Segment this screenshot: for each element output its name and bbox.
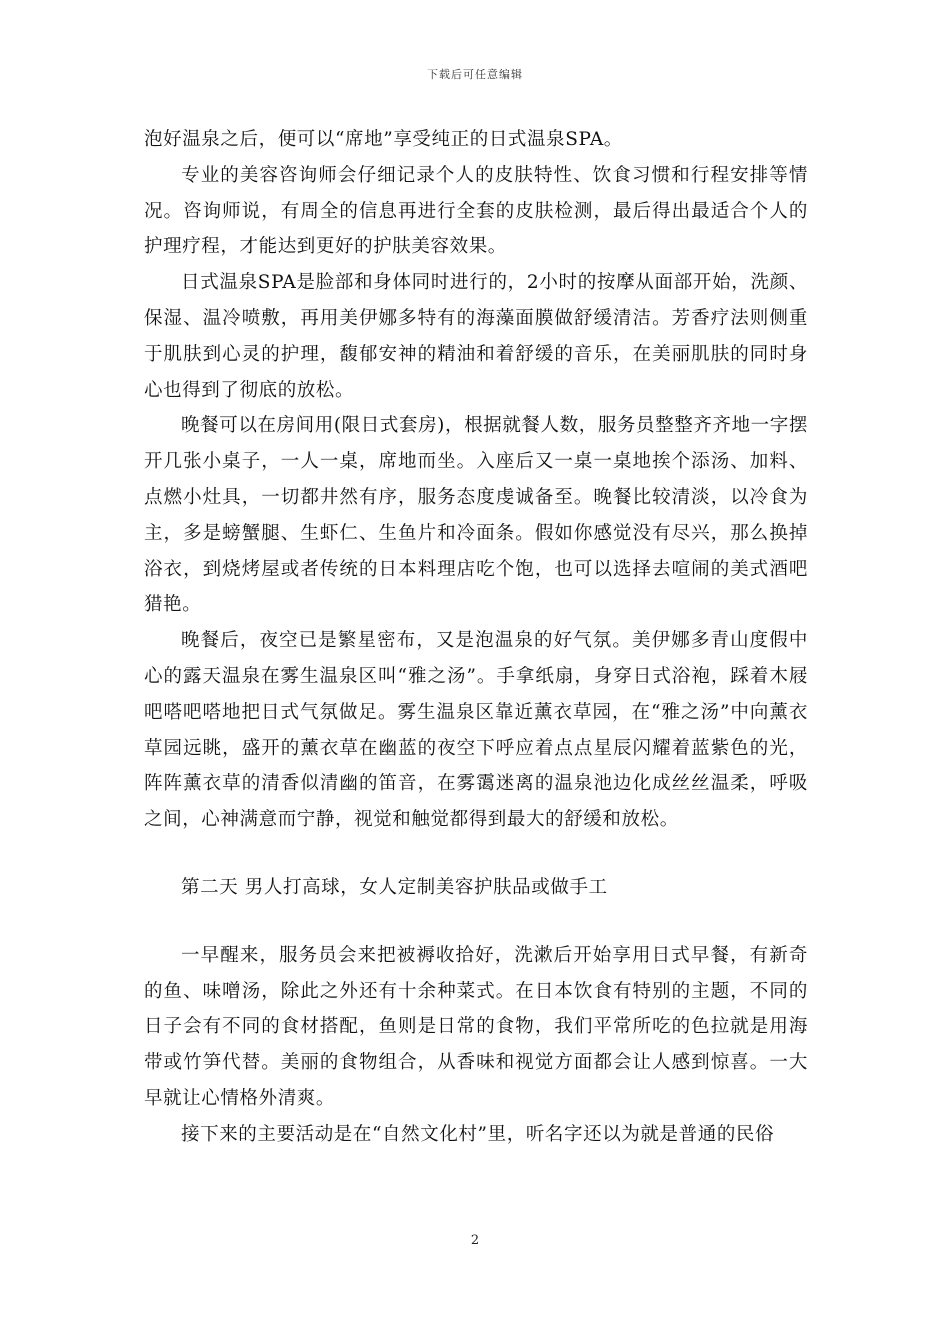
paragraph-night-onsen: 晚餐后，夜空已是繁星密布，又是泡温泉的好气氛。美伊娜多青山度假中心的露天温泉在雾生温泉区叫“雅之汤”。手拿纸扇，身穿日式浴袍，踩着木屐吧嗒吧嗒地把日式气氛做足。雾生温泉区靠近薰衣草园，在“雅之汤”中向薰衣草园远眺，盛开的薰衣草在幽蓝的夜空下呼应着点点星辰闪耀着蓝紫色的光，阵阵薰衣草的清香似清幽的笛音，在雾霭迷离的温泉池边化成丝丝温柔，呼吸之间，心神满意而宁静，视觉和触觉都得到最大的舒缓和放松。 [144,630,808,831]
document-body [144,122,808,1153]
paragraph-breakfast: 一早醒来，服务员会来把被褥收拾好，洗漱后开始享用日式早餐，有新奇的鱼、味噌汤，除此之外还有十余种菜式。在日本饮食有特别的主题，不同的日子会有不同的食材搭配，鱼则是日常的食物，我们平常所吃的色拉就是用海带或竹笋代替。美丽的食物组合，从香味和视觉方面都会让人感到惊喜。一大早就让心情格外清爽。 [144,944,808,1109]
page-header: 下载后可任意编辑 [427,68,523,81]
paragraph-dinner: 晚餐可以在房间用(限日式套房)，根据就餐人数，服务员整整齐齐地一字摆开几张小桌子，一人一桌，席地而坐。入座后又一桌一桌地挨个添汤、加料、点燃小灶具，一切都井然有序，服务态度虔诚备至。晚餐比较清淡，以冷食为主，多是螃蟹腿、生虾仁、生鱼片和冷面条。假如你感觉没有尽兴，那么换掉浴衣，到烧烤屋或者传统的日本料理店吃个饱，也可以选择去喧闹的美式酒吧猎艳。 [144,415,808,616]
section-heading-day-two: 第二天 男人打高球，女人定制美容护肤品或做手工 [181,876,608,898]
page-number: 2 [470,1233,480,1248]
paragraph-spa: 日式温泉SPA是脸部和身体同时进行的，2小时的按摩从面部开始，洗颜、保湿、温冷喷敷，再用美伊娜多特有的海藻面膜做舒缓清洁。芳香疗法则侧重于肌肤到心灵的护理，馥郁安神的精油和着舒缓的音乐，在美丽肌肤的同时身心也得到了彻底的放松。 [144,272,808,401]
paragraph-consultation: 专业的美容咨询师会仔细记录个人的皮肤特性、饮食习惯和行程安排等情况。咨询师说，有周全的信息再进行全套的皮肤检测，最后得出最适合个人的护理疗程，才能达到更好的护肤美容效果。 [144,164,808,258]
paragraph-culture-village: 接下来的主要活动是在“自然文化村”里，听名字还以为就是普通的民俗 [181,1123,775,1145]
paragraph-continued: 泡好温泉之后，便可以“席地”享受纯正的日式温泉SPA。 [144,129,623,150]
